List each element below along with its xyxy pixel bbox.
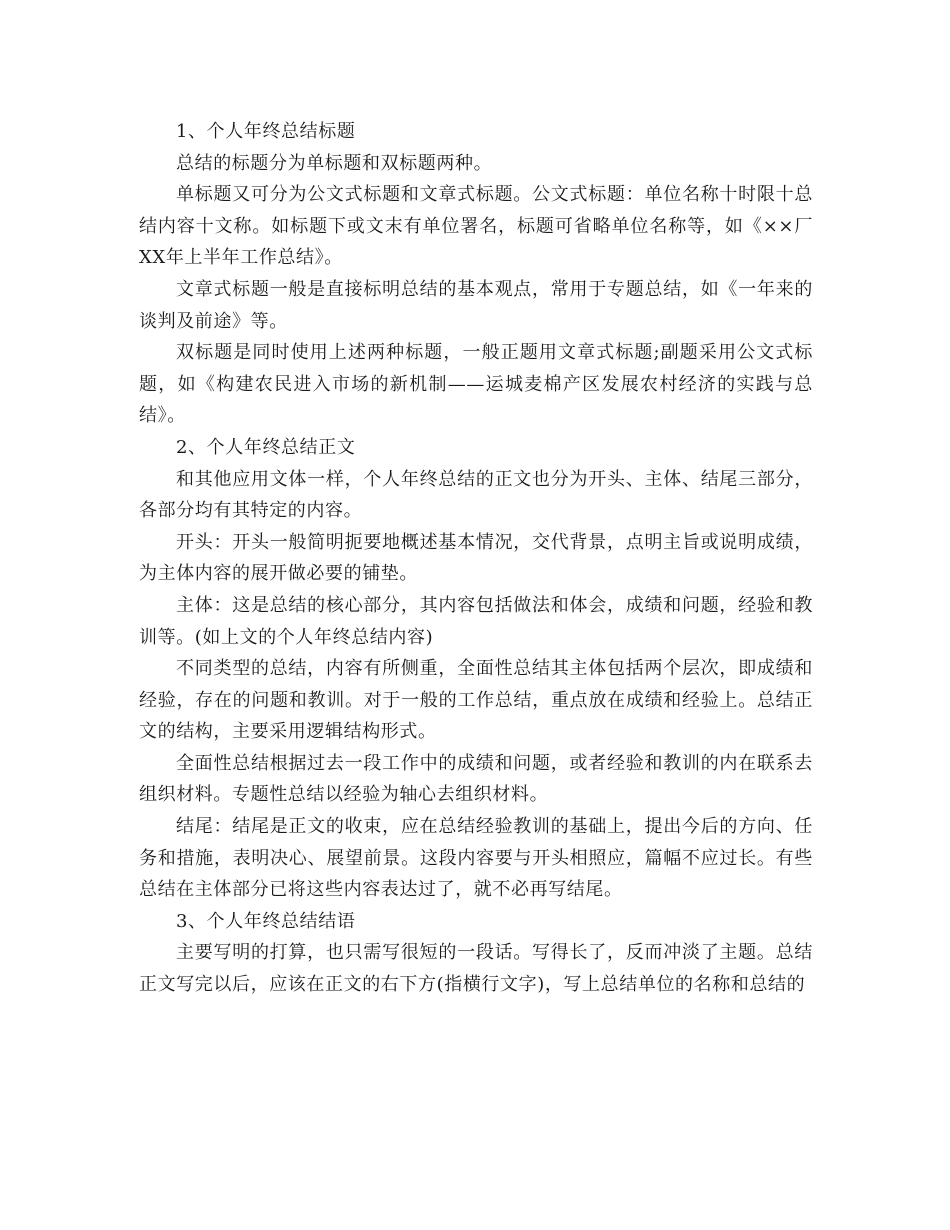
paragraph: 双标题是同时使用上述两种标题，一般正题用文章式标题;副题采用公文式标题，如《构建农民进入市场的新机制——运城麦棉产区发展农村经济的实践与总结》。 bbox=[139, 342, 813, 427]
paragraph: 总结的标题分为单标题和双标题两种。 bbox=[176, 152, 493, 174]
paragraph: 单标题又可分为公文式标题和文章式标题。公文式标题：单位名称十时限十总结内容十文称。如标题下或文末有单位署名，标题可省略单位名称等，如《××厂XX年上半年工作总结》。 bbox=[139, 184, 813, 269]
section-heading-title: 1、个人年终总结标题 bbox=[176, 121, 356, 142]
paragraph: 文章式标题一般是直接标明总结的基本观点，常用于专题总结，如《一年来的谈判及前途》等。 bbox=[139, 278, 813, 332]
paragraph: 全面性总结根据过去一段工作中的成绩和问题，或者经验和教训的内在联系去组织材料。专题性总结以经验为轴心去组织材料。 bbox=[139, 752, 813, 806]
paragraph: 主体：这是总结的核心部分，其内容包括做法和体会，成绩和问题，经验和教训等。(如上文的个人年终总结内容) bbox=[139, 594, 813, 648]
paragraph: 不同类型的总结，内容有所侧重，全面性总结其主体包括两个层次，即成绩和经验，存在的问题和教训。对于一般的工作总结，重点放在成绩和经验上。总结正文的结构，主要采用逻辑结构形式。 bbox=[139, 658, 813, 743]
paragraph: 和其他应用文体一样，个人年终总结的正文也分为开头、主体、结尾三部分，各部分均有其特定的内容。 bbox=[139, 468, 813, 522]
paragraph: 开头：开头一般简明扼要地概述基本情况，交代背景，点明主旨或说明成绩，为主体内容的展开做必要的铺垫。 bbox=[139, 531, 813, 585]
paragraph: 结尾：结尾是正文的收束，应在总结经验教训的基础上，提出今后的方向、任务和措施，表明决心、展望前景。这段内容要与开头相照应，篇幅不应过长。有些总结在主体部分已将这些内容表达过了，就不必再写结尾。 bbox=[139, 816, 813, 901]
paragraph: 主要写明的打算，也只需写很短的一段话。写得长了，反而冲淡了主题。总结正文写完以后，应该在正文的右下方(指横行文字)，写上总结单位的名称和总结的 bbox=[139, 942, 813, 996]
section-heading-body: 2、个人年终总结正文 bbox=[176, 436, 356, 458]
section-heading-conclusion: 3、个人年终总结结语 bbox=[176, 910, 356, 932]
document-page bbox=[139, 116, 813, 1001]
